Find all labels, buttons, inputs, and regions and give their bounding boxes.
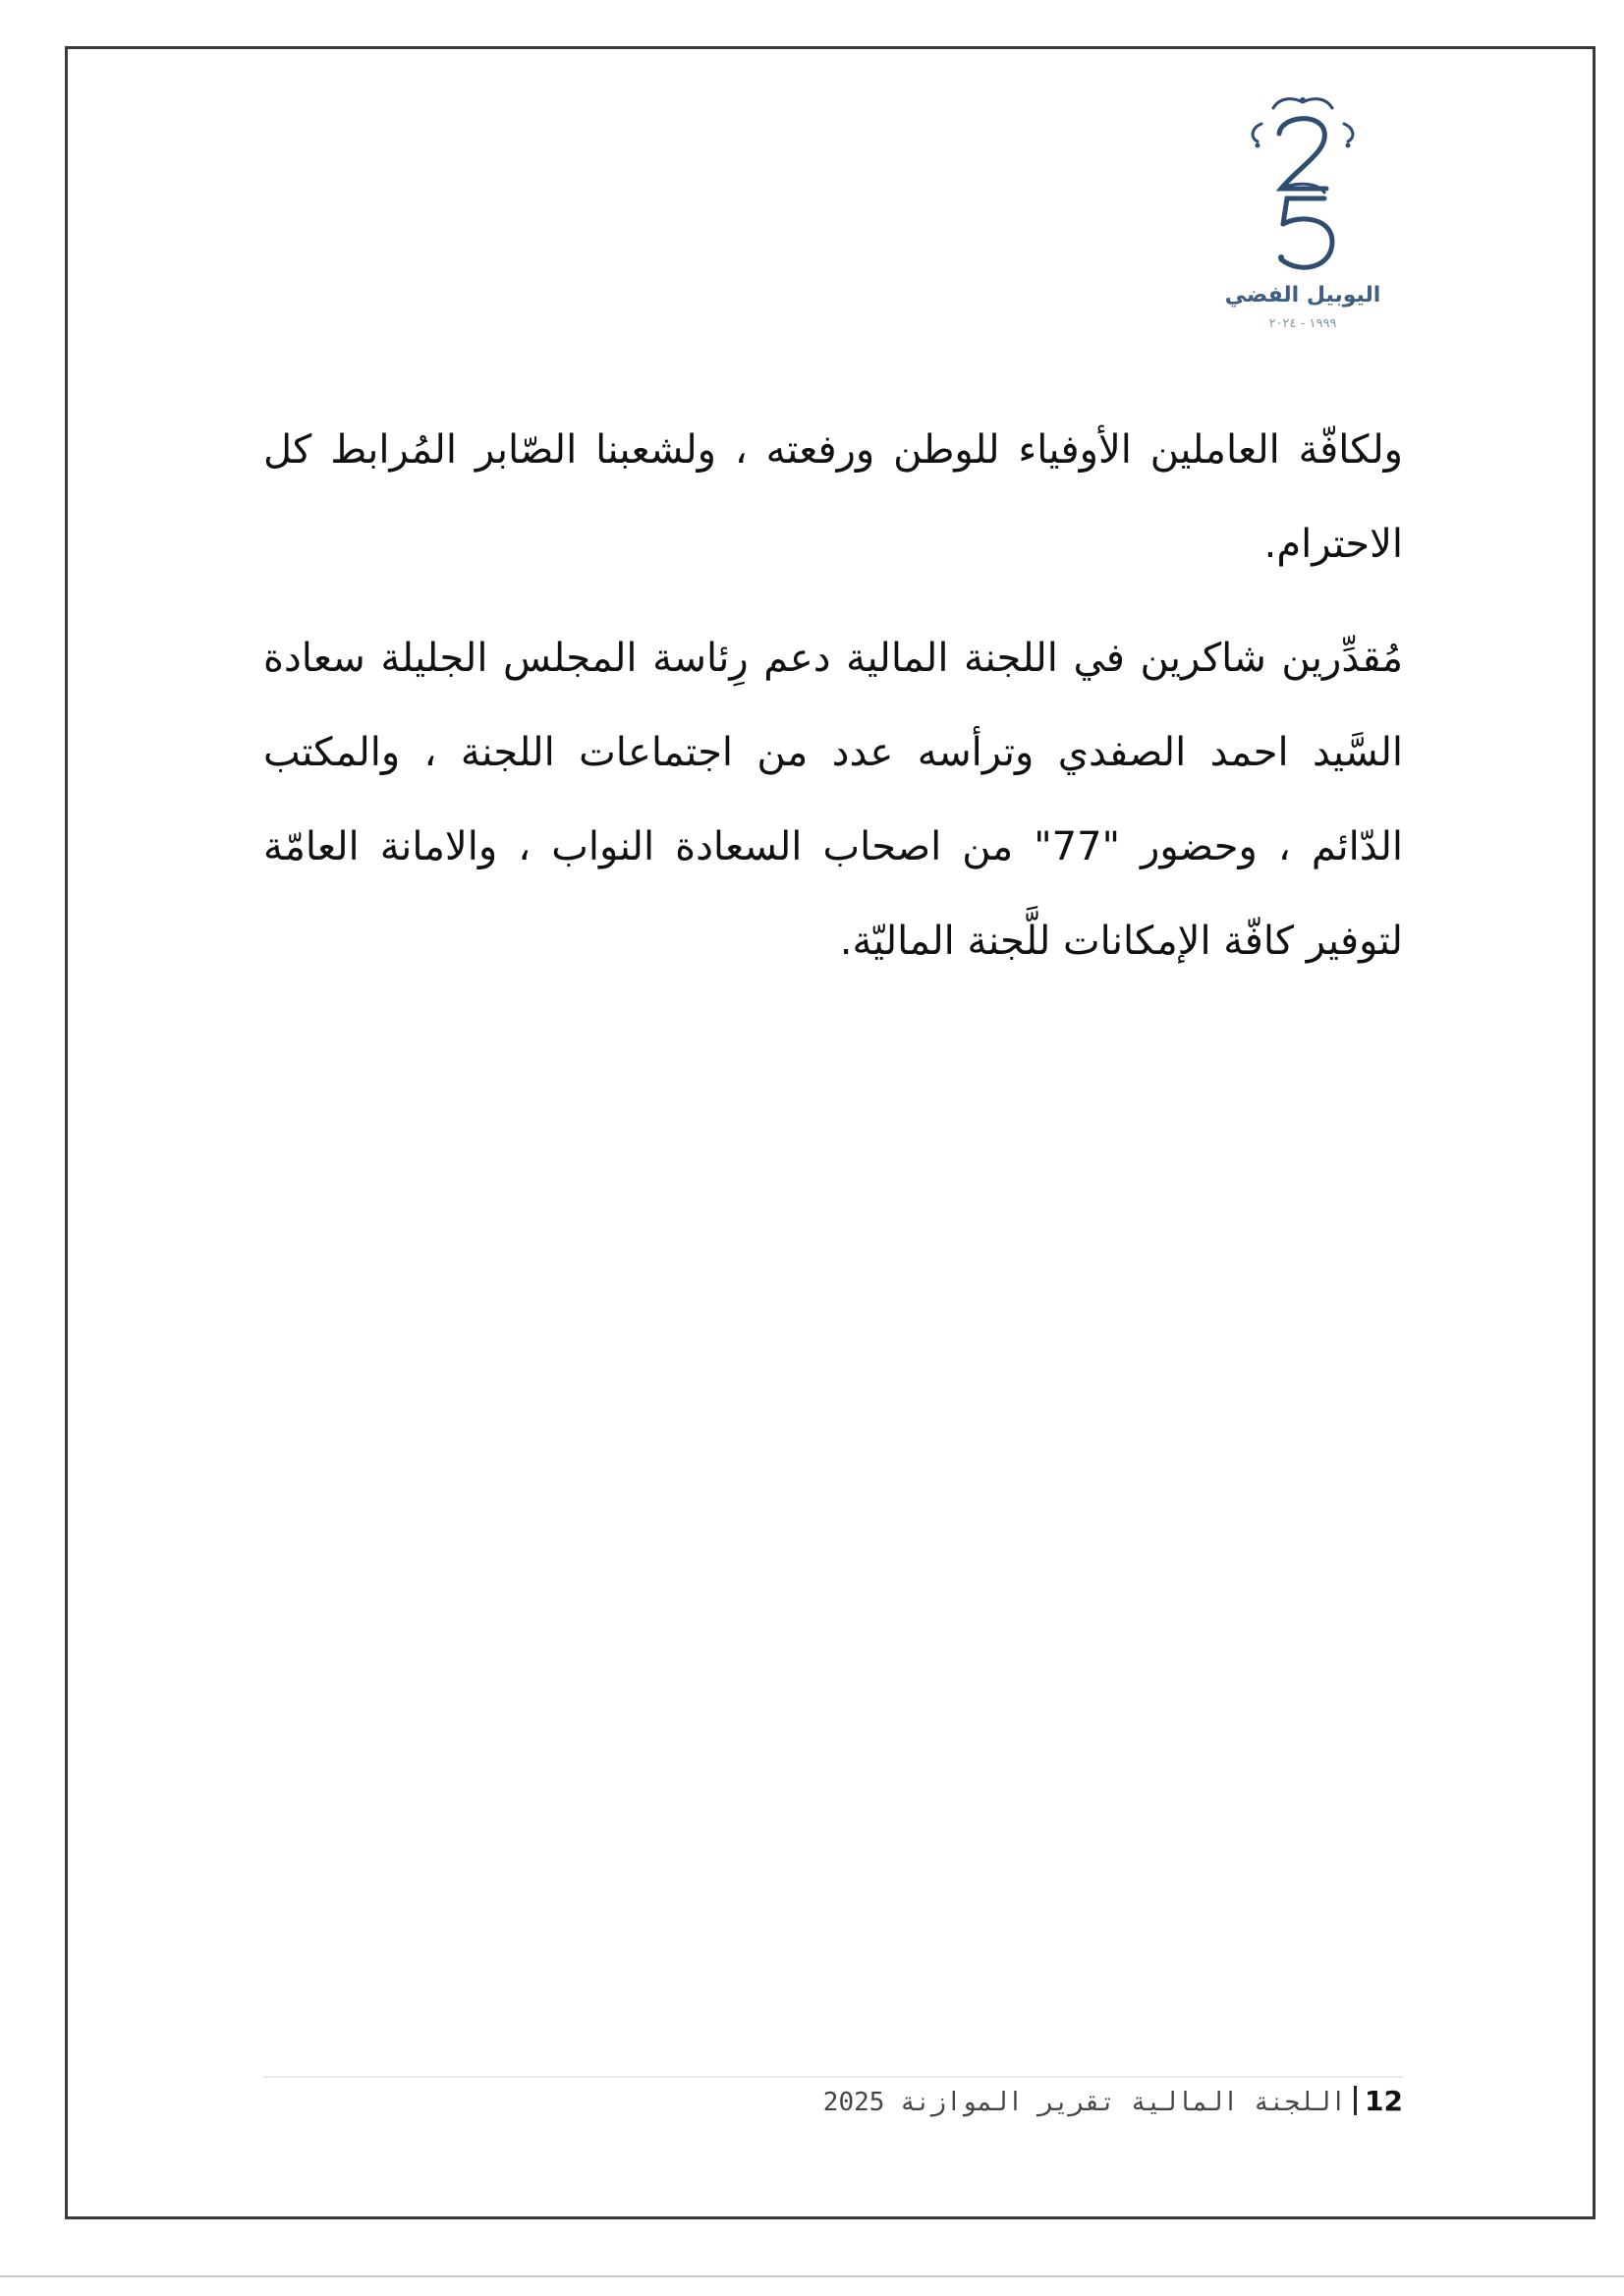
footer-separator <box>1354 2086 1357 2115</box>
logo-caption: اليوبيل الفضي <box>1224 283 1381 308</box>
page-footer <box>263 2085 1403 2117</box>
page-frame <box>65 46 1596 2219</box>
jubilee-25-emblem-icon <box>1222 94 1383 350</box>
logo-years: ١٩٩٩ - ٢٠٢٤ <box>1268 316 1337 331</box>
paragraph-1: ولكافّة العاملين الأوفياء للوطن ورفعته ، ولشعبنا الصّابر المُرابط كل الاحترام. <box>263 427 1403 567</box>
footer-title: اللجنة المالية تقرير الموازنة 2025 <box>822 2088 1347 2117</box>
paragraph-2: مُقدِّرين شاكرين في اللجنة المالية دعم رِئاسة المجلس الجليلة سعادة السَّيد احمد الصفدي وترأسه عدد من اجتماعات اللجنة ، والمكتب الدّائم ، وحضور "77" من اصحاب السعادة النواب ، والامانة العامّة لتوفير كافّة الإمكانات للَّجنة الماليّة. <box>263 636 1404 964</box>
footer-divider <box>263 2076 1403 2078</box>
scan-bottom-line <box>0 2275 1624 2277</box>
page-number: 12 <box>1365 2085 1403 2117</box>
silver-jubilee-logo <box>1222 94 1383 350</box>
body-text <box>263 403 1403 988</box>
